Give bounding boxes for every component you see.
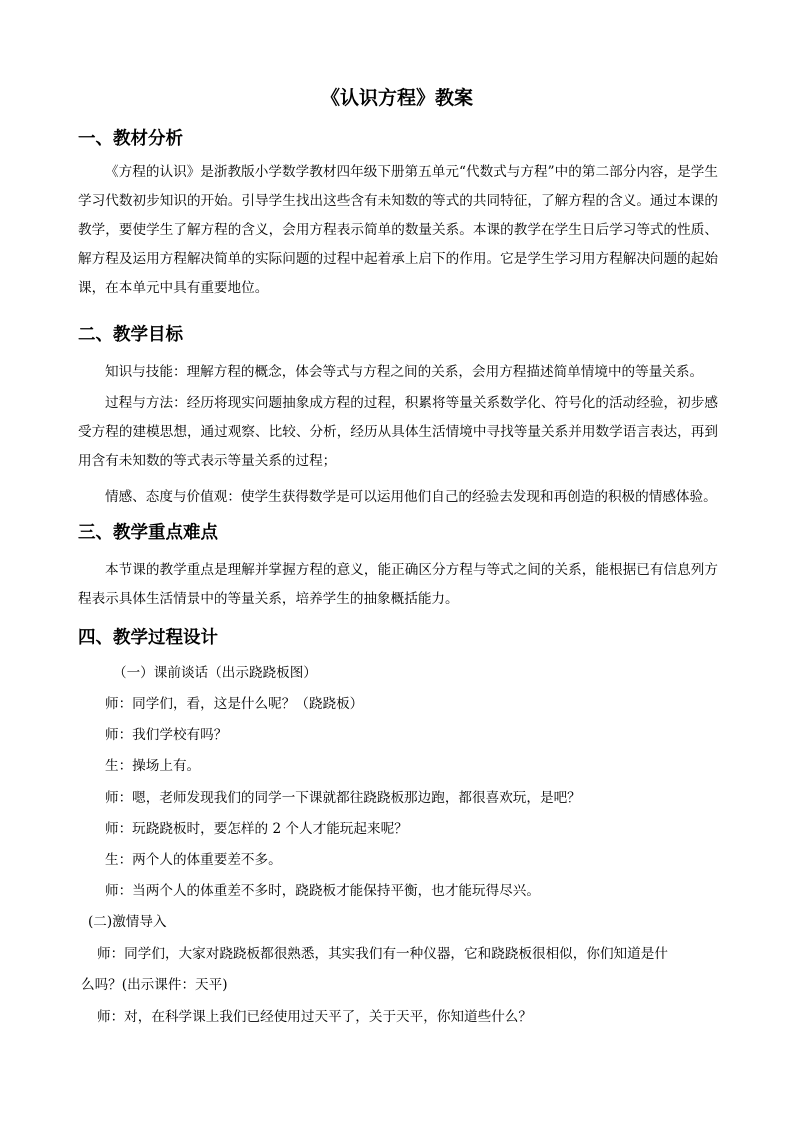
process-line: 师：我们学校有吗？ bbox=[105, 727, 228, 743]
process-line: 生：两个人的体重要差不多。 bbox=[105, 852, 282, 868]
section-2-paragraph-1: 知识与技能：理解方程的概念，体会等式与方程之间的关系，会用方程描述简单情境中的等量关系。 bbox=[105, 364, 704, 380]
process-line: 么吗？(出示课件：天平) bbox=[81, 977, 228, 993]
section-heading-3: 三、教学重点难点 bbox=[78, 523, 218, 543]
process-line: 师：玩跷跷板时，要怎样的 2 个人才能玩起来呢？ bbox=[105, 821, 408, 837]
process-line: （一）课前谈话（出示跷跷板图） bbox=[113, 665, 317, 681]
section-2-paragraph-2: 过程与方法：经历将现实问题抽象成方程的过程，积累将等量关系数学化、符号化的活动经验，初步感受方程的建模思想，通过观察、比较、分析，经历从具体生活情境中寻找等量关系并用数学语言表达，再到用含有未知数的等式表示等量关系的过程； bbox=[78, 395, 718, 469]
section-3-paragraph: 本节课的教学重点是理解并掌握方程的意义，能正确区分方程与等式之间的关系，能根据已有信息列方程表示具体生活情景中的等量关系，培养学生的抽象概括能力。 bbox=[78, 562, 718, 607]
section-heading-4: 四、教学过程设计 bbox=[78, 628, 218, 648]
process-line: 师：同学们，看，这是什么呢？（跷跷板） bbox=[105, 696, 364, 712]
document-title: 《认识方程》教案 bbox=[320, 87, 473, 109]
section-2-paragraph-3: 情感、态度与价值观：使学生获得数学是可以运用他们自己的经验去发现和再创造的积极的情感体验。 bbox=[105, 489, 717, 505]
process-line: 生：操场上有。 bbox=[105, 758, 201, 774]
process-line: 师：当两个人的体重差不多时，跷跷板才能保持平衡，也才能玩得尽兴。 bbox=[105, 883, 540, 899]
process-line: (二)激情导入 bbox=[88, 914, 167, 930]
process-line: 师：对，在科学课上我们已经使用过天平了，关于天平，你知道些什么？ bbox=[97, 1009, 532, 1025]
section-1-paragraph: 《方程的认识》是浙教版小学数学教材四年级下册第五单元“代数式与方程”中的第二部分内容，是学生学习代数初步知识的开始。引导学生找出这些含有未知数的等式的共同特征，了解方程的含义。通过本课的教学，要使学生了解方程的含义，会用方程表示简单的数量关系。本课的教学在学生日后学习等式的性质、解方程及运用方程解决简单的实际问题的过程中起着承上启下的作用。它是学生学习用方程解决问题的起始课，在本单元中具有重要地位。 bbox=[78, 164, 718, 296]
process-line: 师：同学们，大家对跷跷板都很熟悉，其实我们有一种仪器，它和跷跷板很相似，你们知道是什 bbox=[97, 946, 668, 962]
process-line: 师：嗯，老师发现我们的同学一下课就都往跷跷板那边跑，都很喜欢玩，是吧？ bbox=[105, 790, 581, 806]
section-heading-1: 一、教材分析 bbox=[78, 129, 183, 149]
section-heading-2: 二、教学目标 bbox=[78, 325, 183, 345]
